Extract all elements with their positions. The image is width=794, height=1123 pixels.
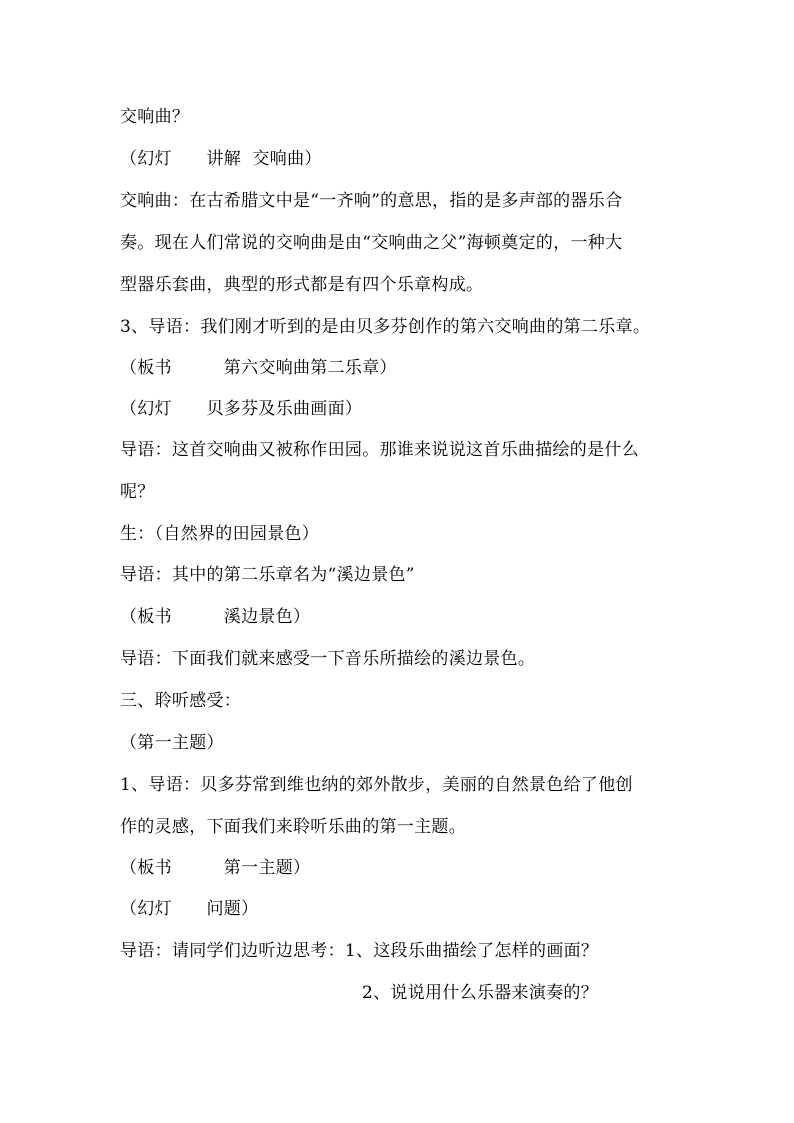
section-heading: 三、聆听感受： (120, 691, 242, 711)
text-line: 导语：请同学们边听边思考：1、这段乐曲描绘了怎样的画面？ (120, 941, 599, 961)
text-line: 交响曲：在古希腊文中是“一齐响”的意思，指的是多声部的器乐合 (120, 191, 623, 211)
text-line: 生：（自然界的田园景色） (120, 524, 320, 544)
text-line: 3、导语：我们刚才听到的是由贝多芬创作的第六交响曲的第二乐章。 (120, 317, 651, 337)
text-line: 1、导语：贝多芬常到维也纳的郊外散步，美丽的自然景色给了他创 (120, 775, 633, 795)
text-line: 奏。现在人们常说的交响曲是由“交响曲之父”海顿奠定的，一种大 (120, 233, 623, 253)
text-line: （板书 溪边景色） (120, 607, 311, 627)
text-line: （幻灯 问题） (120, 899, 259, 919)
text-line: 导语：其中的第二乐章名为“溪边景色” (120, 565, 415, 585)
text-line: 作的灵感，下面我们来聆听乐曲的第一主题。 (120, 817, 466, 837)
text-line: 呢？ (120, 482, 155, 502)
text-line: （板书 第一主题） (120, 858, 311, 878)
text-line: 型器乐套曲，典型的形式都是有四个乐章构成。 (120, 275, 484, 295)
text-line: 导语：这首交响曲又被称作田园。那谁来说说这首乐曲描绘的是什么 (120, 440, 639, 460)
text-line: 交响曲？ (120, 107, 190, 127)
text-line: （板书 第六交响曲第二乐章） (120, 358, 397, 378)
text-line: 2、说说用什么乐器来演奏的？ (362, 983, 599, 1003)
text-line: （幻灯 贝多芬及乐曲画面） (120, 399, 363, 419)
text-line: （幻灯 讲解 交响曲） (120, 149, 322, 169)
text-line: 导语：下面我们就来感受一下音乐所描绘的溪边景色。 (120, 649, 536, 669)
text-line: （第一主题） (120, 733, 224, 753)
